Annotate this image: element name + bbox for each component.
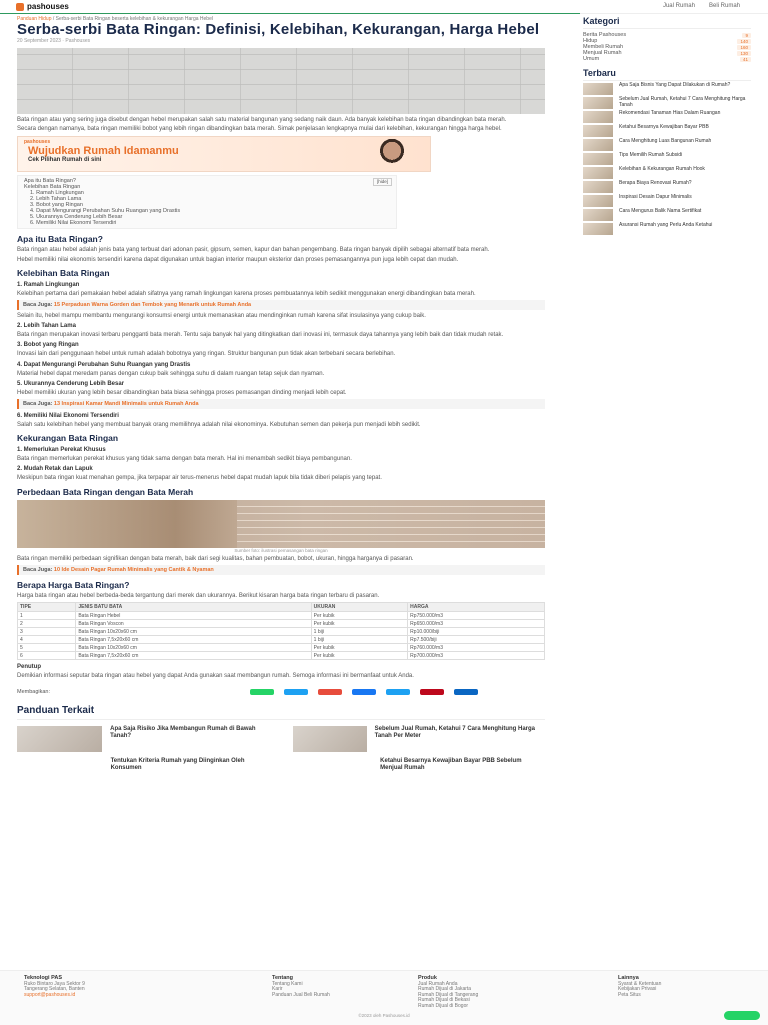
top-nav [663,3,740,9]
news-title[interactable]: Kelebihan & Kekurangan Rumah Hook [619,166,705,172]
category-count-badge: 140 [737,39,751,44]
news-thumbnail[interactable] [583,83,613,95]
table-header: JENIS BATU BATA [76,603,311,612]
latest-news-list [583,83,751,235]
category-item[interactable] [583,56,751,62]
telegram-share-icon[interactable] [284,689,308,695]
related-guide-title[interactable]: Apa Saja Risiko Jika Membangun Rumah di Bawah Tanah? [110,726,256,739]
latest-news-item[interactable] [583,223,751,235]
price-table [17,602,545,660]
related-guide-card[interactable] [293,726,545,752]
news-thumbnail[interactable] [583,139,613,151]
heading-kelebihan: Kelebihan Bata Ringan [17,267,110,278]
paragraph: Harga bata ringan atau hebel berbeda-beda tergantung dari merek dan ukurannya. Berikut kisaran harga bata ringan terbaru di pasaran. [17,592,380,599]
footer-text: Ruko Bintaro Jaya Sektor 9 [24,980,85,987]
paragraph: Bata ringan merupakan inovasi terbaru pengganti bata merah. Tentu saja banyak hal yang ditingkatkan dari inovasi ini, termasuk daya tahannya yang lebih baik dan tidak mudah retak. [17,332,504,339]
table-header-row [18,603,545,612]
nav-beli-rumah[interactable]: Beli Rumah [708,3,740,9]
table-row [18,628,545,636]
footer-heading: Tentang [272,975,293,981]
banner-cta: Cek Pilihan Rumah di sini [28,157,102,164]
latest-news-item[interactable] [583,83,751,95]
paragraph: Hebel memiliki nilai ekonomis tersendiri karena dapat digunakan untuk bagian interior maupun eksterior dan proses pemasangannya pun juga lebih cepat dan mudah. [17,256,459,263]
table-cell: Bata Ringan Voscon [76,620,311,628]
kategori-title: Kategori [583,16,751,29]
table-row [18,620,545,628]
latest-news-item[interactable] [583,195,751,207]
footer-link[interactable]: Panduan Jual Beli Rumah [272,991,330,998]
news-title[interactable]: Apa Saja Bisnis Yang Dapat Dilakukan di Rumah? [619,82,731,88]
intro-paragraph: Bata ringan atau yang sering juga disebut dengan hebel merupakan salah satu material bangunan yang sedang naik daun. Ada banyak kelebihan bata ringan dibandingkan bata merah. [17,117,507,123]
subheading: 1. Ramah Lingkungan [17,281,80,288]
news-title[interactable]: Cara Menghitung Luas Bangunan Rumah [619,138,712,144]
twitter-share-icon[interactable] [386,689,410,695]
related-guide-thumbnail[interactable] [17,758,103,784]
page-title: Serba-serbi Bata Ringan: Definisi, Kelebihan, Kekurangan, Harga Hebel [17,21,540,38]
table-header: HARGA [408,603,545,612]
header-divider [0,13,580,14]
share-buttons [250,689,478,695]
bricklaying-photo [17,500,545,548]
category-count-badge: 160 [737,45,751,50]
latest-news-item[interactable] [583,209,751,221]
category-name: Hidup [583,38,598,44]
whatsapp-share-icon[interactable] [250,689,274,695]
footer-link[interactable]: Jual Rumah Anda [418,980,458,987]
paragraph: Meskipun bata ringan kuat menahan gempa, jika terpapar air terus-menerus hebel dapat mudah lapuk bila tidak diberi pelapis yang tepat. [17,475,382,482]
banner-person-image [372,138,412,170]
toc-item[interactable]: 2. Lebih Tahan Lama [30,196,82,203]
paragraph: Bata ringan atau hebel adalah jenis bata yang terbuat dari adonan pasir, gipsum, semen, kapur dan bahan pengembang. Bata ringan banyak dipilih sebagai alternatif bata merah. [17,247,490,254]
subheading: 1. Memerlukan Perekat Khusus [17,447,106,454]
banner-headline: Wujudkan Rumah Idamanmu [28,145,179,158]
paragraph: Inovasi lain dari penggunaan hebel untuk rumah adalah bobotnya yang ringan. Struktur bangunan pun tidak akan terbebani secara berlebihan. [17,351,396,358]
related-guide-title[interactable]: Tentukan Kriteria Rumah yang Diinginkan Oleh Konsumen [110,758,245,771]
category-name: Berita Pashouses [583,32,627,38]
table-cell: 1 [18,612,76,620]
footer-link[interactable]: Rumah Dijual di Jakarta [418,986,472,992]
footer-email[interactable]: support@pashouses.id [24,991,76,998]
category-name: Umum [583,56,600,62]
table-cell: Rp7.500/biji [408,636,545,644]
toc-item[interactable]: 3. Bobot yang Ringan [30,202,83,209]
site-logo[interactable] [16,2,69,11]
share-label: Membagikan: [17,689,51,696]
footer-col-company [24,976,85,998]
latest-news-item[interactable] [583,111,751,123]
news-title[interactable]: Cara Mengurus Balik Nama Sertifikat [619,208,702,214]
news-thumbnail[interactable] [583,181,613,193]
email-share-icon[interactable] [318,689,342,695]
logo-icon [16,3,24,11]
table-row [18,636,545,644]
footer-col-about [272,976,330,998]
footer-col-other [618,976,661,998]
whatsapp-chat-button[interactable] [724,1011,760,1020]
paragraph: Material hebel dapat meredam panas dengan cukup baik sehingga suhu di dalam ruangan tetap sejuk dan nyaman. [17,370,325,377]
toc-item[interactable]: 6. Memiliki Nilai Ekonomi Tersendiri [30,220,117,227]
table-cell: Rp760.000/m3 [408,644,545,652]
related-guide-card[interactable] [17,758,269,784]
read-also-link[interactable]: 13 Inspirasi Kamar Mandi Minimalis untuk Rumah Anda [53,401,199,408]
subheading: 3. Bobot yang Ringan [17,342,79,349]
news-title[interactable]: Tips Memilih Rumah Subsidi [619,152,683,158]
table-cell: 5 [18,644,76,652]
news-title[interactable]: Sebelum Jual Rumah, Ketahui 7 Cara Menghitung Harga Tanah [619,96,746,108]
table-row [18,652,545,660]
read-also-link[interactable]: 15 Perpaduan Warna Gorden dan Tembok yang Menarik untuk Rumah Anda [53,302,252,309]
category-list [583,32,751,62]
table-cell: Rp10.000/biji [408,628,545,636]
paragraph: Bata ringan memerlukan perekat khusus yang tidak sama dengan bata merah. Hal ini menambah sedikit biaya pembangunan. [17,456,352,463]
terbaru-title: Terbaru [583,68,751,81]
article-meta: 20 September 2023 · Pashouses [17,38,91,44]
related-guide-thumbnail[interactable] [17,726,102,752]
related-guide-thumbnail[interactable] [293,726,367,752]
table-cell: Per kubik [311,652,408,660]
news-title[interactable]: Berapa Biaya Renovasi Rumah? [619,180,692,186]
table-header: UKURAN [311,603,408,612]
footer-link[interactable]: Syarat & Ketentuan [618,980,662,987]
breadcrumb-current: / Serba-serbi Bata Ringan beserta kelebihan & kekurangan Harga Hebel [52,16,213,22]
paragraph: Bata ringan memiliki perbedaan signifikan dengan bata merah, baik dari segi kualitas, bahan pembuatan, bobot, ukuran, hingga harganya di pasaran. [17,555,414,562]
article-main [17,16,545,784]
footer-link[interactable]: Rumah Dijual di Bekasi [418,997,470,1003]
linkedin-share-icon[interactable] [454,689,478,695]
latest-news-item[interactable] [583,139,751,151]
table-row [18,644,545,652]
latest-news-item[interactable] [583,167,751,179]
latest-news-item[interactable] [583,125,751,137]
footer [0,970,768,1025]
footer-text: Tangerang Selatan, Banten [24,986,85,992]
intro-paragraph-2: Secara dengan namanya, bata ringan memiliki bobot yang lebih ringan dibandingkan bata merah. Simak penjelasan lengkapnya mulai dari kelebihan, kekurangan hingga harga hebel. [17,126,502,133]
related-guide-card[interactable] [293,758,545,784]
heading-perbedaan: Perbedaan Bata Ringan dengan Bata Merah [17,486,194,497]
footer-link[interactable]: Tentang Kami [272,980,303,987]
pinterest-share-icon[interactable] [420,689,444,695]
news-thumbnail[interactable] [583,153,613,165]
footer-link[interactable]: Rumah Dijual di Tangerang [418,991,479,998]
footer-link[interactable]: Peta Situs [618,991,641,998]
toc-item[interactable]: 1. Ramah Lingkungan [30,190,84,197]
paragraph: Hebel memiliki ukuran yang lebih besar dibandingkan bata biasa sehingga proses pemasangan dinding menjadi lebih cepat. [17,389,347,396]
share-bar [17,689,545,695]
news-thumbnail[interactable] [583,125,613,137]
table-cell: Bata Ringan 7,5x20x60 cm [76,652,311,660]
read-also-box [17,565,545,575]
toc-item[interactable]: Apa itu Bata Ringan? [24,178,76,185]
read-also-label: Baca Juga: [23,566,53,573]
table-cell: 6 [18,652,76,660]
toc-item[interactable]: 4. Dapat Mengurangi Perubahan Suhu Ruangan yang Drastis [30,208,181,215]
logo-text: pashouses [27,2,69,11]
heading-apa-itu: Apa itu Bata Ringan? [17,234,103,245]
subheading: 4. Dapat Mengurangi Perubahan Suhu Ruangan yang Drastis [17,361,191,368]
latest-news-item[interactable] [583,153,751,165]
toc-hide-button[interactable]: [hide] [373,178,392,186]
breadcrumb-home[interactable]: Panduan Hidup [17,16,52,22]
news-title[interactable]: Ketahui Besarnya Kewajiban Bayar PBB [619,124,709,130]
banner-brand: pashouses [24,139,51,146]
footer-heading: Lainnya [618,975,639,981]
promo-banner[interactable] [17,136,431,172]
footer-col-product [418,976,478,1009]
photo-caption: Sumber foto: ilustrasi pemasangan bata ringan [234,547,328,553]
top-navbar [0,0,768,14]
related-guide-title[interactable]: Ketahui Besarnya Kewajiban Bayar PBB Sebelum Menjual Rumah [380,758,522,771]
footer-link[interactable]: Kebijakan Privasi [618,986,657,992]
toc-item[interactable]: 5. Ukurannya Cenderung Lebih Besar [30,214,123,221]
latest-news-item[interactable] [583,181,751,193]
news-thumbnail[interactable] [583,167,613,179]
heading-penutup: Penutup [17,664,41,671]
related-guides-title: Panduan Terkait [17,705,545,720]
news-title[interactable]: Inspirasi Desain Dapur Minimalis [619,194,692,200]
table-cell: 1 biji [311,628,408,636]
footer-heading: Produk [418,975,437,981]
category-count-badge: 9 [742,33,751,38]
footer-heading: Teknologi PAS [24,975,62,981]
table-cell: Bata Ringan 10x20x60 cm [76,628,311,636]
paragraph: Kelebihan pertama dari pemakaian hebel adalah sifatnya yang ramah lingkungan karena proses pembuatannya lebih sedikit menggunakan energi dibandingkan bata merah. [17,290,476,297]
hero-image [17,48,545,114]
read-also-box [17,300,545,310]
footer-link[interactable]: Karir [272,986,283,992]
news-thumbnail[interactable] [583,195,613,207]
subheading: 2. Lebih Tahan Lama [17,323,76,330]
paragraph: Salah satu kelebihan hebel yang membuat banyak orang memilihnya adalah nilai ekonominya. Kebutuhan semen dan pekerja pun menjadi lebih sedikit. [17,422,421,429]
paragraph: Selain itu, hebel mampu membantu mengurangi konsumsi energi untuk memanaskan atau mendinginkan rumah karena sifat insulasinya yang cukup baik. [17,313,426,320]
facebook-share-icon[interactable] [352,689,376,695]
related-guide-title[interactable]: Sebelum Jual Rumah, Ketahui 7 Cara Menghitung Harga Tanah Per Meter [374,726,535,739]
table-cell: Bata Ringan Hebel [76,612,311,620]
latest-news-item[interactable] [583,97,751,109]
table-cell: Per kubik [311,644,408,652]
table-cell: Bata Ringan 7,5x20x60 cm [76,636,311,644]
table-cell: 4 [18,636,76,644]
table-cell: Per kubik [311,620,408,628]
related-guide-card[interactable] [17,726,269,752]
table-cell: Rp700.000/m3 [408,652,545,660]
read-also-label: Baca Juga: [23,302,53,309]
table-row [18,612,545,620]
toc-item[interactable]: Kelebihan Bata Ringan [24,184,81,191]
sidebar [583,16,751,235]
related-guide-thumbnail[interactable] [293,758,372,784]
category-count-badge: 41 [740,57,751,62]
subheading: 6. Memiliki Nilai Ekonomi Tersendiri [17,413,119,420]
table-cell: Per kubik [311,612,408,620]
news-title[interactable]: Rekomendasi Tanaman Hias Dalam Ruangan [619,110,721,116]
read-also-box [17,399,545,409]
read-also-label: Baca Juga: [23,401,53,408]
news-title[interactable]: Asuransi Rumah yang Perlu Anda Ketahui [619,222,713,228]
paragraph: Demikian informasi seputar bata ringan atau hebel yang dapat Anda gunakan saat membangun rumah. Semoga informasi ini bermanfaat untuk Anda. [17,673,414,680]
subheading: 5. Ukurannya Cenderung Lebih Besar [17,380,125,387]
nav-jual-rumah[interactable]: Jual Rumah [662,3,695,9]
read-also-link[interactable]: 10 Ide Desain Pagar Rumah Minimalis yang Cantik & Nyaman [53,566,214,573]
table-cell: Rp650.000/m3 [408,620,545,628]
related-guides [17,726,545,784]
category-name: Membeli Rumah [583,44,624,50]
news-thumbnail[interactable] [583,111,613,123]
news-thumbnail[interactable] [583,97,613,109]
table-header: TIPE [18,603,76,612]
table-cell: Rp750.000/m3 [408,612,545,620]
news-thumbnail[interactable] [583,223,613,235]
category-name: Menjual Rumah [583,50,622,56]
table-cell: Bata Ringan 10x20x60 cm [76,644,311,652]
table-cell: 3 [18,628,76,636]
news-thumbnail[interactable] [583,209,613,221]
heading-kekurangan: Kekurangan Bata Ringan [17,433,119,444]
heading-harga: Berapa Harga Bata Ringan? [17,579,130,590]
table-cell: 1 biji [311,636,408,644]
footer-link[interactable]: Rumah Dijual di Bogor [418,1002,469,1009]
subheading: 2. Mudah Retak dan Lapuk [17,466,93,473]
table-cell: 2 [18,620,76,628]
copyright: ©2023 oleh Pashouses.id [358,1013,410,1018]
category-count-badge: 130 [737,51,751,56]
table-of-contents [17,175,397,229]
